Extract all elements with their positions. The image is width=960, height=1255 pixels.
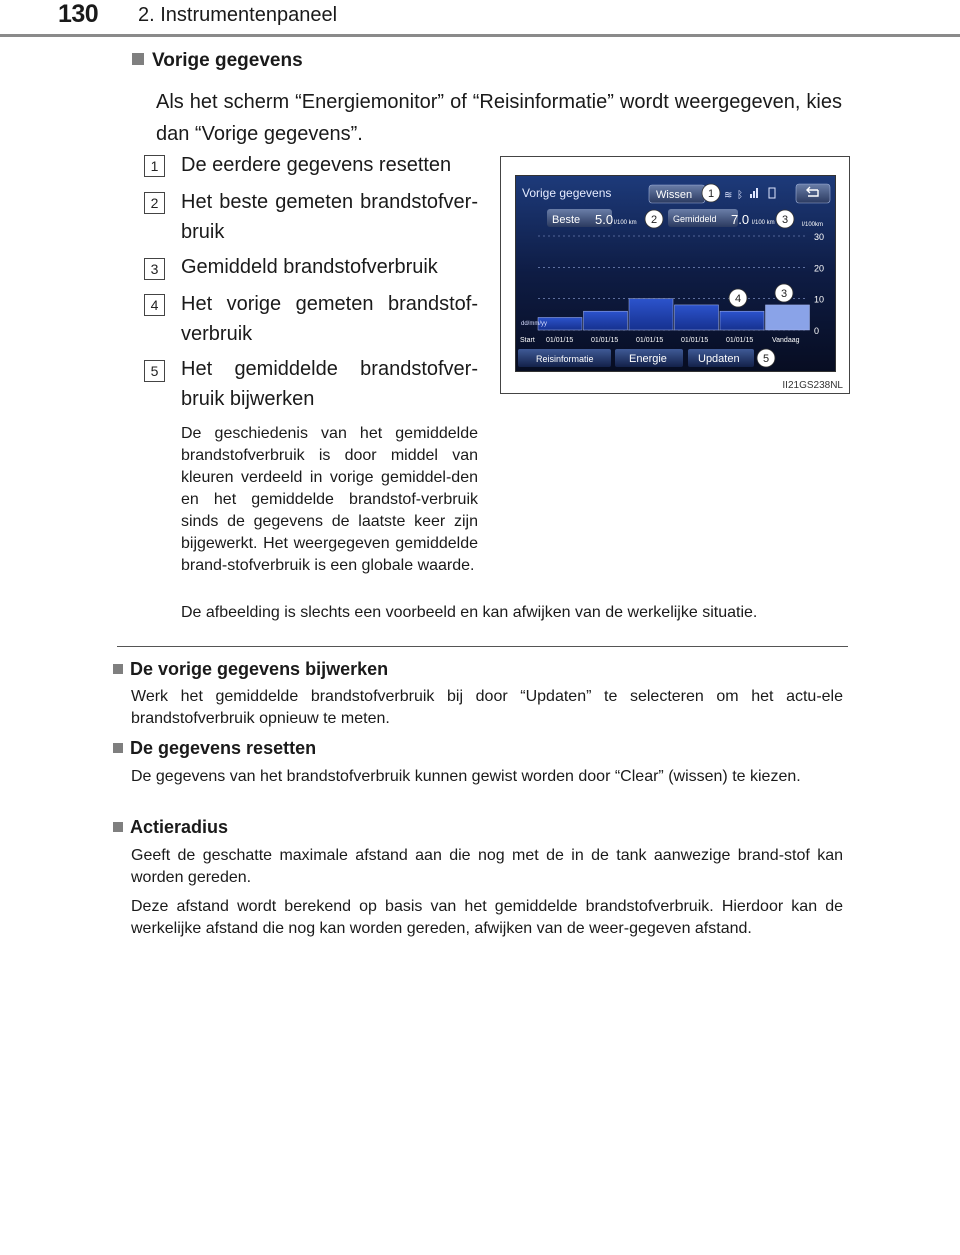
updaten-button-label: Updaten [698,353,740,365]
disclaimer: De afbeelding is slechts een voorbeeld en kan afwijken van de werkelijke situatie. [181,604,758,621]
screen-title: Vorige gegevens [522,186,612,200]
section-title-vorige-gegevens: Vorige gegevens [132,50,303,72]
y-tick-label: 20 [814,263,825,274]
item-number-2: 2 [144,192,165,214]
section-title-resetten: De gegevens resetten [113,738,316,759]
section-body-bijwerken: Werk het gemiddelde brandstofverbruik bij door “Updaten” te selecteren om het actu-ele brandstofverbruik opnieuw te meten. [131,688,843,727]
clear-button-label: Wissen [656,189,693,201]
best-value: 5.0 [595,212,614,227]
item-number-4: 4 [144,294,165,316]
y-tick-label: 0 [814,326,820,336]
wifi-icon: ≋ [724,190,733,201]
item-number-3: 3 [144,258,165,280]
svg-text:3: 3 [781,214,789,226]
tab-energie-label: Energie [629,353,667,365]
image-code: II21GS238NL [782,380,843,391]
square-bullet-icon [113,822,123,832]
x-tick-label: Vandaag [772,337,800,344]
square-bullet-icon [113,664,123,674]
section-title-bijwerken: De vorige gegevens bijwerken [113,659,388,680]
x-tick-label: 01/01/15 [591,337,619,344]
square-bullet-icon [132,53,144,65]
bar-history [675,305,719,330]
best-unit: l/100 km [614,220,637,226]
callout-4 [729,289,747,307]
screen-figure [500,156,850,394]
x-tick-label: 01/01/15 [681,337,709,344]
section-body-actieradius-1: Geeft de geschatte maximale afstand aan die nog met de in de tank aanwezige brand-stof kan worden gereden. [131,847,843,886]
svg-text:5: 5 [762,353,770,365]
bar-history [720,311,764,330]
item-text-2: Het beste gemeten brandstofver-bruik [181,191,478,243]
callout-5 [757,349,775,367]
square-bullet-icon [113,743,123,753]
item-text-1: De eerdere gegevens resetten [181,154,452,176]
best-label: Beste [552,214,581,226]
x-tick-label: 01/01/15 [726,337,754,344]
svg-text:2: 2 [650,214,658,226]
bar-history [629,299,673,330]
average-label: Gemiddeld [673,214,717,224]
screen-graphic [516,176,835,371]
note-paragraph: De geschiedenis van het gemiddelde brandstofverbruik is door middel van kleuren verdeeld in vorige gemiddel-den en het gemiddelde brandstof-verbruik sinds de gegevens de laatste keer zijn bijgewerkt. Het weergegeven gemiddelde brand-stofverbruik is een globale waarde. [181,425,478,574]
signal-icon [750,194,752,198]
section-divider [117,646,848,647]
callout-3-current [775,284,793,302]
chapter-title: 2. Instrumentenpaneel [138,4,338,26]
x-tick-label: 01/01/15 [546,337,574,344]
tab-reisinformatie-label: Reisinformatie [536,354,594,364]
bar-current [766,305,810,330]
section-body-resetten: De gegevens van het brandstofverbruik kunnen gewist worden door “Clear” (wissen) te kiezen. [131,768,801,785]
bluetooth-icon: ᛒ [737,190,743,201]
section-body-actieradius-2: Deze afstand wordt berekend op basis van het gemiddelde brandstofverbruik. Hierdoor kan de werkelijke afstand die nog kan worden gereden, afwijken van de weer-gegeven afstand. [131,898,843,937]
item-number-1: 1 [144,155,165,177]
header-rule [0,34,960,37]
screen-display [515,175,836,372]
callout-3-average [776,210,794,228]
average-value: 7.0 [731,212,750,227]
callout-2 [645,210,663,228]
item-text-3: Gemiddeld brandstofverbruik [181,256,438,278]
bar-history [584,311,628,330]
back-button[interactable] [796,184,830,203]
average-unit: l/100 km [752,220,775,226]
page-number: 130 [58,0,99,28]
date-format-label: dd/mm/yy [521,321,548,327]
svg-text:4: 4 [734,293,742,305]
section-intro: Als het scherm “Energiemonitor” of “Reisinformatie” wordt weergegeven, kies dan “Vorige gegevens”. [156,91,842,145]
axis-unit: l/100km [802,222,824,228]
item-text-5: Het gemiddelde brandstofver-bruik bijwerken [181,358,478,410]
x-tick-label: Start [520,337,535,344]
x-tick-label: 01/01/15 [636,337,664,344]
section-title-actieradius: Actieradius [113,817,228,838]
y-tick-label: 30 [814,232,825,242]
y-tick-label: 10 [814,294,825,305]
svg-text:1: 1 [707,188,715,200]
item-text-4: Het vorige gemeten brandstof-verbruik [181,293,478,345]
svg-text:3: 3 [780,288,788,300]
item-number-5: 5 [144,360,165,382]
callout-1 [702,184,720,202]
